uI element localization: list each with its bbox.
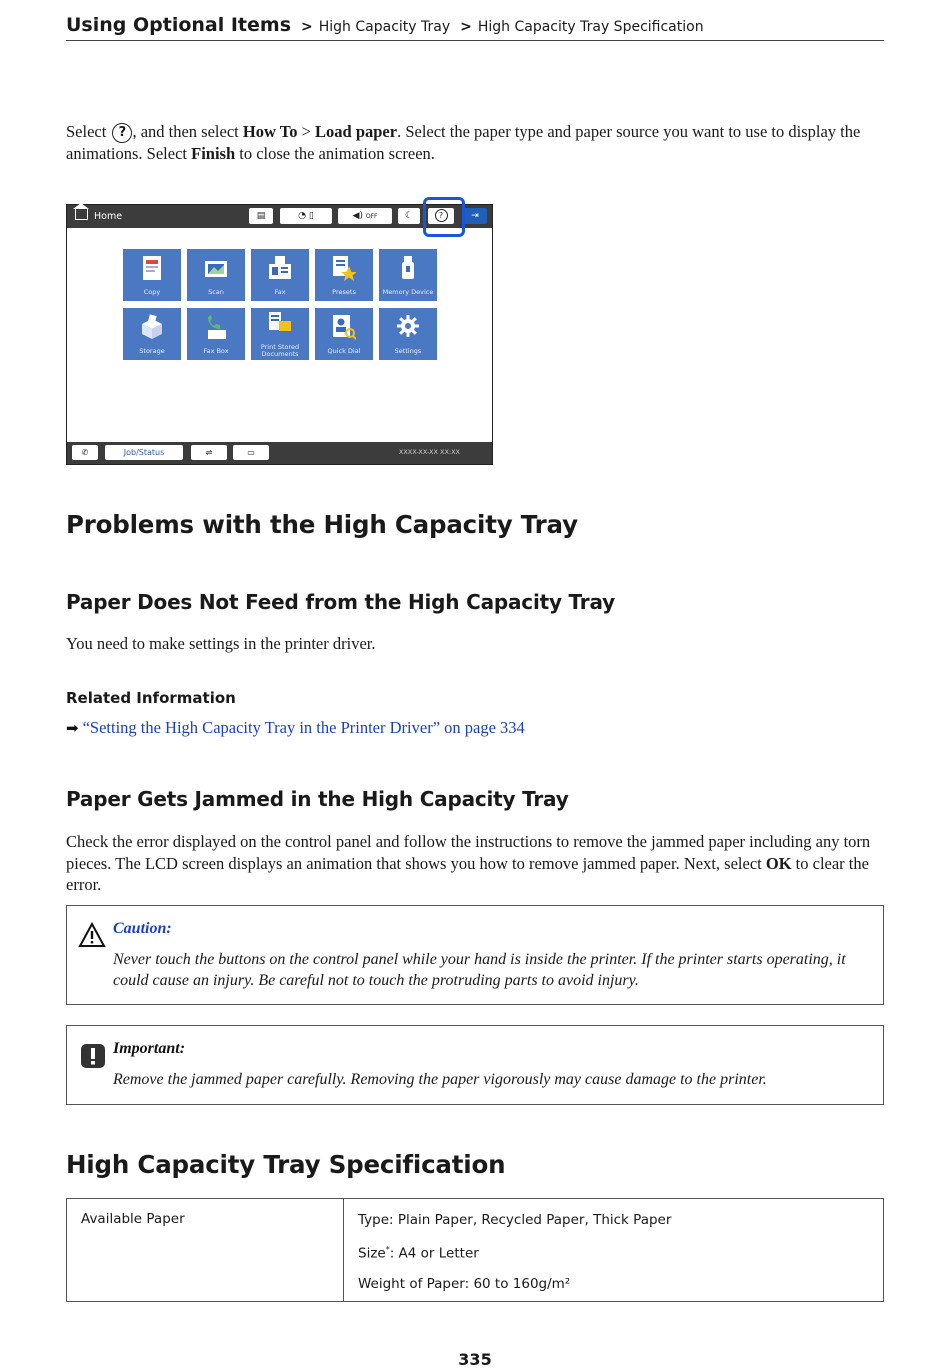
related-link-text[interactable]: “Setting the High Capacity Tray in the Printer Driver” on page 334	[82, 718, 525, 737]
important-title: Important:	[113, 1040, 186, 1057]
tile-storage[interactable]: Storage	[123, 308, 181, 360]
spec-weight: Weight of Paper: 60 to 160g/m²	[358, 1275, 571, 1292]
important-body: Remove the jammed paper carefully. Removing the paper vigorously may cause damage to the printer.	[113, 1071, 767, 1088]
section-title-problems: Problems with the High Capacity Tray	[66, 510, 578, 539]
fax-icon	[268, 255, 292, 281]
storage-icon	[140, 314, 164, 340]
related-link	[66, 718, 525, 738]
load-paper-term: Load paper	[315, 122, 398, 141]
help-icon: ?	[435, 209, 448, 222]
settings-icon	[396, 314, 420, 340]
screen-bottom-bar	[67, 442, 492, 464]
spec-table	[66, 1198, 884, 1302]
quick-dial-icon	[332, 314, 356, 340]
tile-fax[interactable]: Fax	[251, 249, 309, 301]
header-section-title: Using Optional Items	[66, 14, 292, 36]
sound-icon[interactable]: ◀) OFF	[338, 208, 392, 224]
related-information-heading: Related Information	[66, 689, 236, 707]
finish-term: Finish	[191, 144, 236, 163]
jam-body: Check the error displayed on the control panel and follow the instructions to remove the jammed paper including any torn pieces. The LCD screen displays an animation that shows you how to remove jammed paper. Next, select OK to clear the error.	[66, 832, 871, 894]
help-icon: ?	[112, 123, 132, 143]
ok-term: OK	[765, 853, 792, 873]
important-box	[66, 1025, 884, 1105]
tile-settings[interactable]: Settings	[379, 308, 437, 360]
sleep-icon[interactable]: ☾	[398, 208, 420, 224]
subsection-title-jam: Paper Gets Jammed in the High Capacity Tray	[66, 787, 569, 811]
control-panel-screenshot	[66, 204, 493, 465]
caution-title: Caution:	[113, 920, 172, 937]
spec-size: Size*: A4 or Letter	[358, 1245, 479, 1262]
presets-icon	[332, 255, 356, 281]
page-number: 335	[458, 1350, 492, 1369]
breadcrumb-item-1[interactable]: High Capacity Tray	[318, 19, 451, 35]
how-to-term: How To	[242, 122, 298, 141]
caution-body: Never touch the buttons on the control panel while your hand is inside the printer. If the printer starts operating, it could cause an injury. Be careful not to touch the protruding parts to avoid injury.	[113, 951, 846, 989]
date-time: XXXX-XX-XX XX:XX	[398, 448, 460, 456]
logout-icon[interactable]: ⇥	[463, 208, 487, 224]
table-row	[67, 1199, 884, 1302]
printer-status-icon[interactable]: ▤	[249, 208, 273, 224]
copy-icon	[140, 255, 164, 281]
breadcrumb-item-2[interactable]: High Capacity Tray Specification	[477, 19, 704, 35]
wifi-icon[interactable]: ◔ ▯	[280, 208, 332, 224]
home-button[interactable]	[75, 209, 122, 222]
print-stored-icon	[268, 311, 292, 337]
tile-presets[interactable]: Presets	[315, 249, 373, 301]
tile-quick-dial[interactable]: Quick Dial	[315, 308, 373, 360]
warning-triangle-icon	[78, 922, 106, 948]
breadcrumb-separator: >	[460, 19, 472, 35]
quiet-off-icon: OFF	[365, 213, 378, 220]
scan-icon	[204, 255, 228, 281]
spec-type: Type: Plain Paper, Recycled Paper, Thick Paper	[358, 1212, 672, 1228]
phone-icon[interactable]: ✆	[72, 445, 98, 460]
spec-label-cell: Available Paper	[67, 1199, 344, 1302]
help-highlight-frame	[423, 197, 465, 237]
job-status-button[interactable]: Job/Status	[105, 445, 183, 460]
tile-memory-device[interactable]: Memory Device	[379, 249, 437, 301]
home-label: Home	[94, 211, 123, 222]
tile-copy[interactable]: Copy	[123, 249, 181, 301]
breadcrumb-separator: >	[301, 19, 313, 35]
fax-box-icon	[204, 314, 228, 340]
spec-value-cell	[344, 1199, 884, 1302]
screen-top-bar	[67, 205, 492, 228]
intro-paragraph: Select ? , and then select How To > Load paper. Select the paper type and paper source you want to use to display the animations. Select Finish to close the animation screen.	[66, 122, 861, 163]
tile-print-stored-documents[interactable]: Print Stored Documents	[251, 308, 309, 360]
home-icon	[75, 209, 88, 220]
stop-icon[interactable]: ⇌	[191, 445, 227, 460]
feed-body: You need to make settings in the printer driver.	[66, 634, 376, 653]
important-icon	[80, 1043, 106, 1069]
tile-scan[interactable]: Scan	[187, 249, 245, 301]
subsection-title-feed: Paper Does Not Feed from the High Capacity Tray	[66, 590, 615, 614]
section-title-spec: High Capacity Tray Specification	[66, 1150, 506, 1179]
caution-box	[66, 905, 884, 1005]
keyboard-icon[interactable]: ▭	[233, 445, 269, 460]
tile-fax-box[interactable]: Fax Box	[187, 308, 245, 360]
memory-device-icon	[396, 255, 420, 281]
running-header	[66, 14, 884, 41]
arrow-right-icon: ➡	[66, 719, 79, 737]
